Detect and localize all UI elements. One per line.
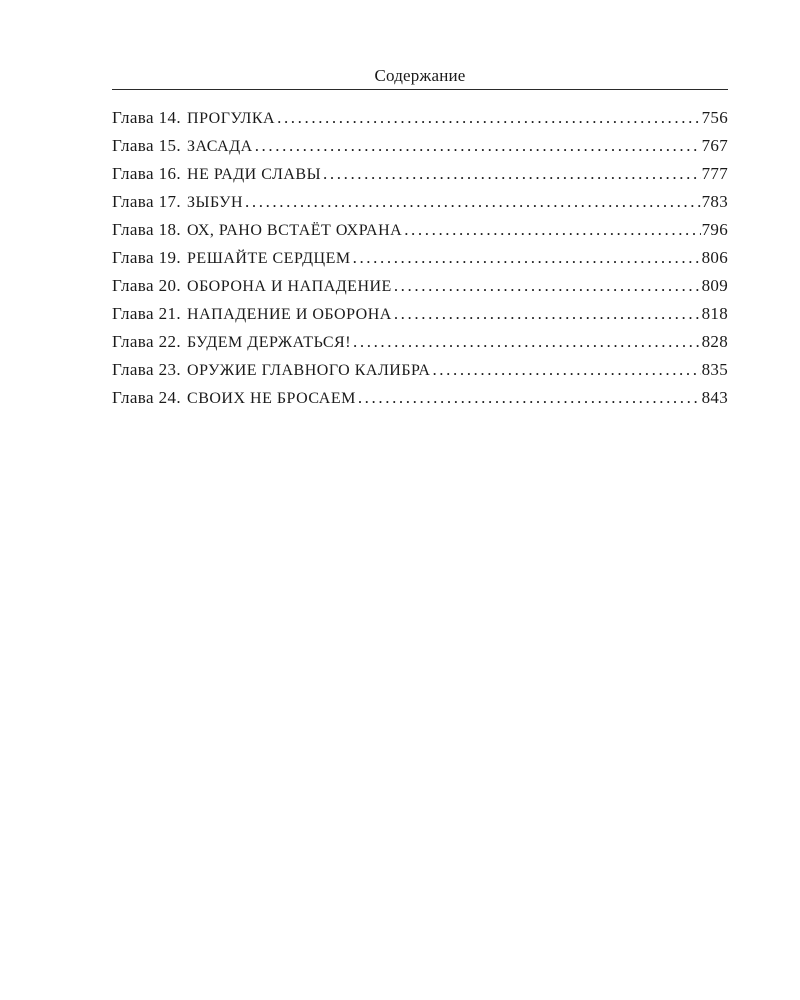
dot-leader <box>353 244 701 272</box>
page-number: 843 <box>701 388 728 407</box>
dot-leader <box>404 216 700 244</box>
toc-entry[interactable] <box>112 384 728 412</box>
page-number: 806 <box>701 248 728 267</box>
page-number: 835 <box>701 360 728 379</box>
page-number: 767 <box>701 136 728 155</box>
chapter-number: Глава 18. <box>112 220 182 239</box>
page-number: 818 <box>701 304 728 323</box>
chapter-number: Глава 23. <box>112 360 182 379</box>
chapter-number: Глава 24. <box>112 388 182 407</box>
chapter-title: БУДЕМ ДЕРЖАТЬСЯ! <box>187 334 352 351</box>
chapter-title: ЗАСАДА <box>187 138 253 155</box>
toc-entry[interactable] <box>112 272 728 300</box>
toc-entry[interactable] <box>112 244 728 272</box>
chapter-number: Глава 20. <box>112 276 182 295</box>
chapter-number: Глава 17. <box>112 192 182 211</box>
dot-leader <box>358 384 701 412</box>
chapter-title: РЕШАЙТЕ СЕРДЦЕМ <box>187 250 351 267</box>
chapter-number: Глава 22. <box>112 332 182 351</box>
toc-entry[interactable] <box>112 300 728 328</box>
header-rule <box>112 89 728 90</box>
chapter-title: ОРУЖИЕ ГЛАВНОГО КАЛИБРА <box>187 362 431 379</box>
dot-leader <box>353 328 701 356</box>
running-head: Содержание <box>374 66 466 85</box>
chapter-title: НЕ РАДИ СЛАВЫ <box>187 166 322 183</box>
toc-entry[interactable] <box>112 188 728 216</box>
chapter-number: Глава 21. <box>112 304 182 323</box>
toc-entry[interactable] <box>112 328 728 356</box>
page-number: 756 <box>701 108 728 127</box>
toc-entry[interactable] <box>112 104 728 132</box>
chapter-title: ОБОРОНА И НАПАДЕНИЕ <box>187 278 392 295</box>
page-number: 783 <box>701 192 728 211</box>
chapter-title: ОХ, РАНО ВСТАЁТ ОХРАНА <box>187 222 403 239</box>
dot-leader <box>323 160 701 188</box>
dot-leader <box>245 188 701 216</box>
chapter-number: Глава 19. <box>112 248 182 267</box>
chapter-number: Глава 16. <box>112 164 182 183</box>
dot-leader <box>432 356 700 384</box>
page-number: 809 <box>701 276 728 295</box>
chapter-number: Глава 15. <box>112 136 182 155</box>
dot-leader <box>255 132 701 160</box>
dot-leader <box>394 300 701 328</box>
page-number: 828 <box>701 332 728 351</box>
toc-entry[interactable] <box>112 216 728 244</box>
page-number: 777 <box>701 164 728 183</box>
page-number: 796 <box>701 220 728 239</box>
dot-leader <box>277 104 701 132</box>
chapter-title: СВОИХ НЕ БРОСАЕМ <box>187 390 356 407</box>
toc-entry[interactable] <box>112 160 728 188</box>
dot-leader <box>394 272 701 300</box>
chapter-number: Глава 14. <box>112 108 182 127</box>
toc-entry[interactable] <box>112 132 728 160</box>
toc-entry[interactable] <box>112 356 728 384</box>
chapter-title: ПРОГУЛКА <box>187 110 276 127</box>
chapter-title: ЗЫБУН <box>187 194 244 211</box>
chapter-title: НАПАДЕНИЕ И ОБОРОНА <box>187 306 392 323</box>
table-of-contents <box>112 104 728 412</box>
